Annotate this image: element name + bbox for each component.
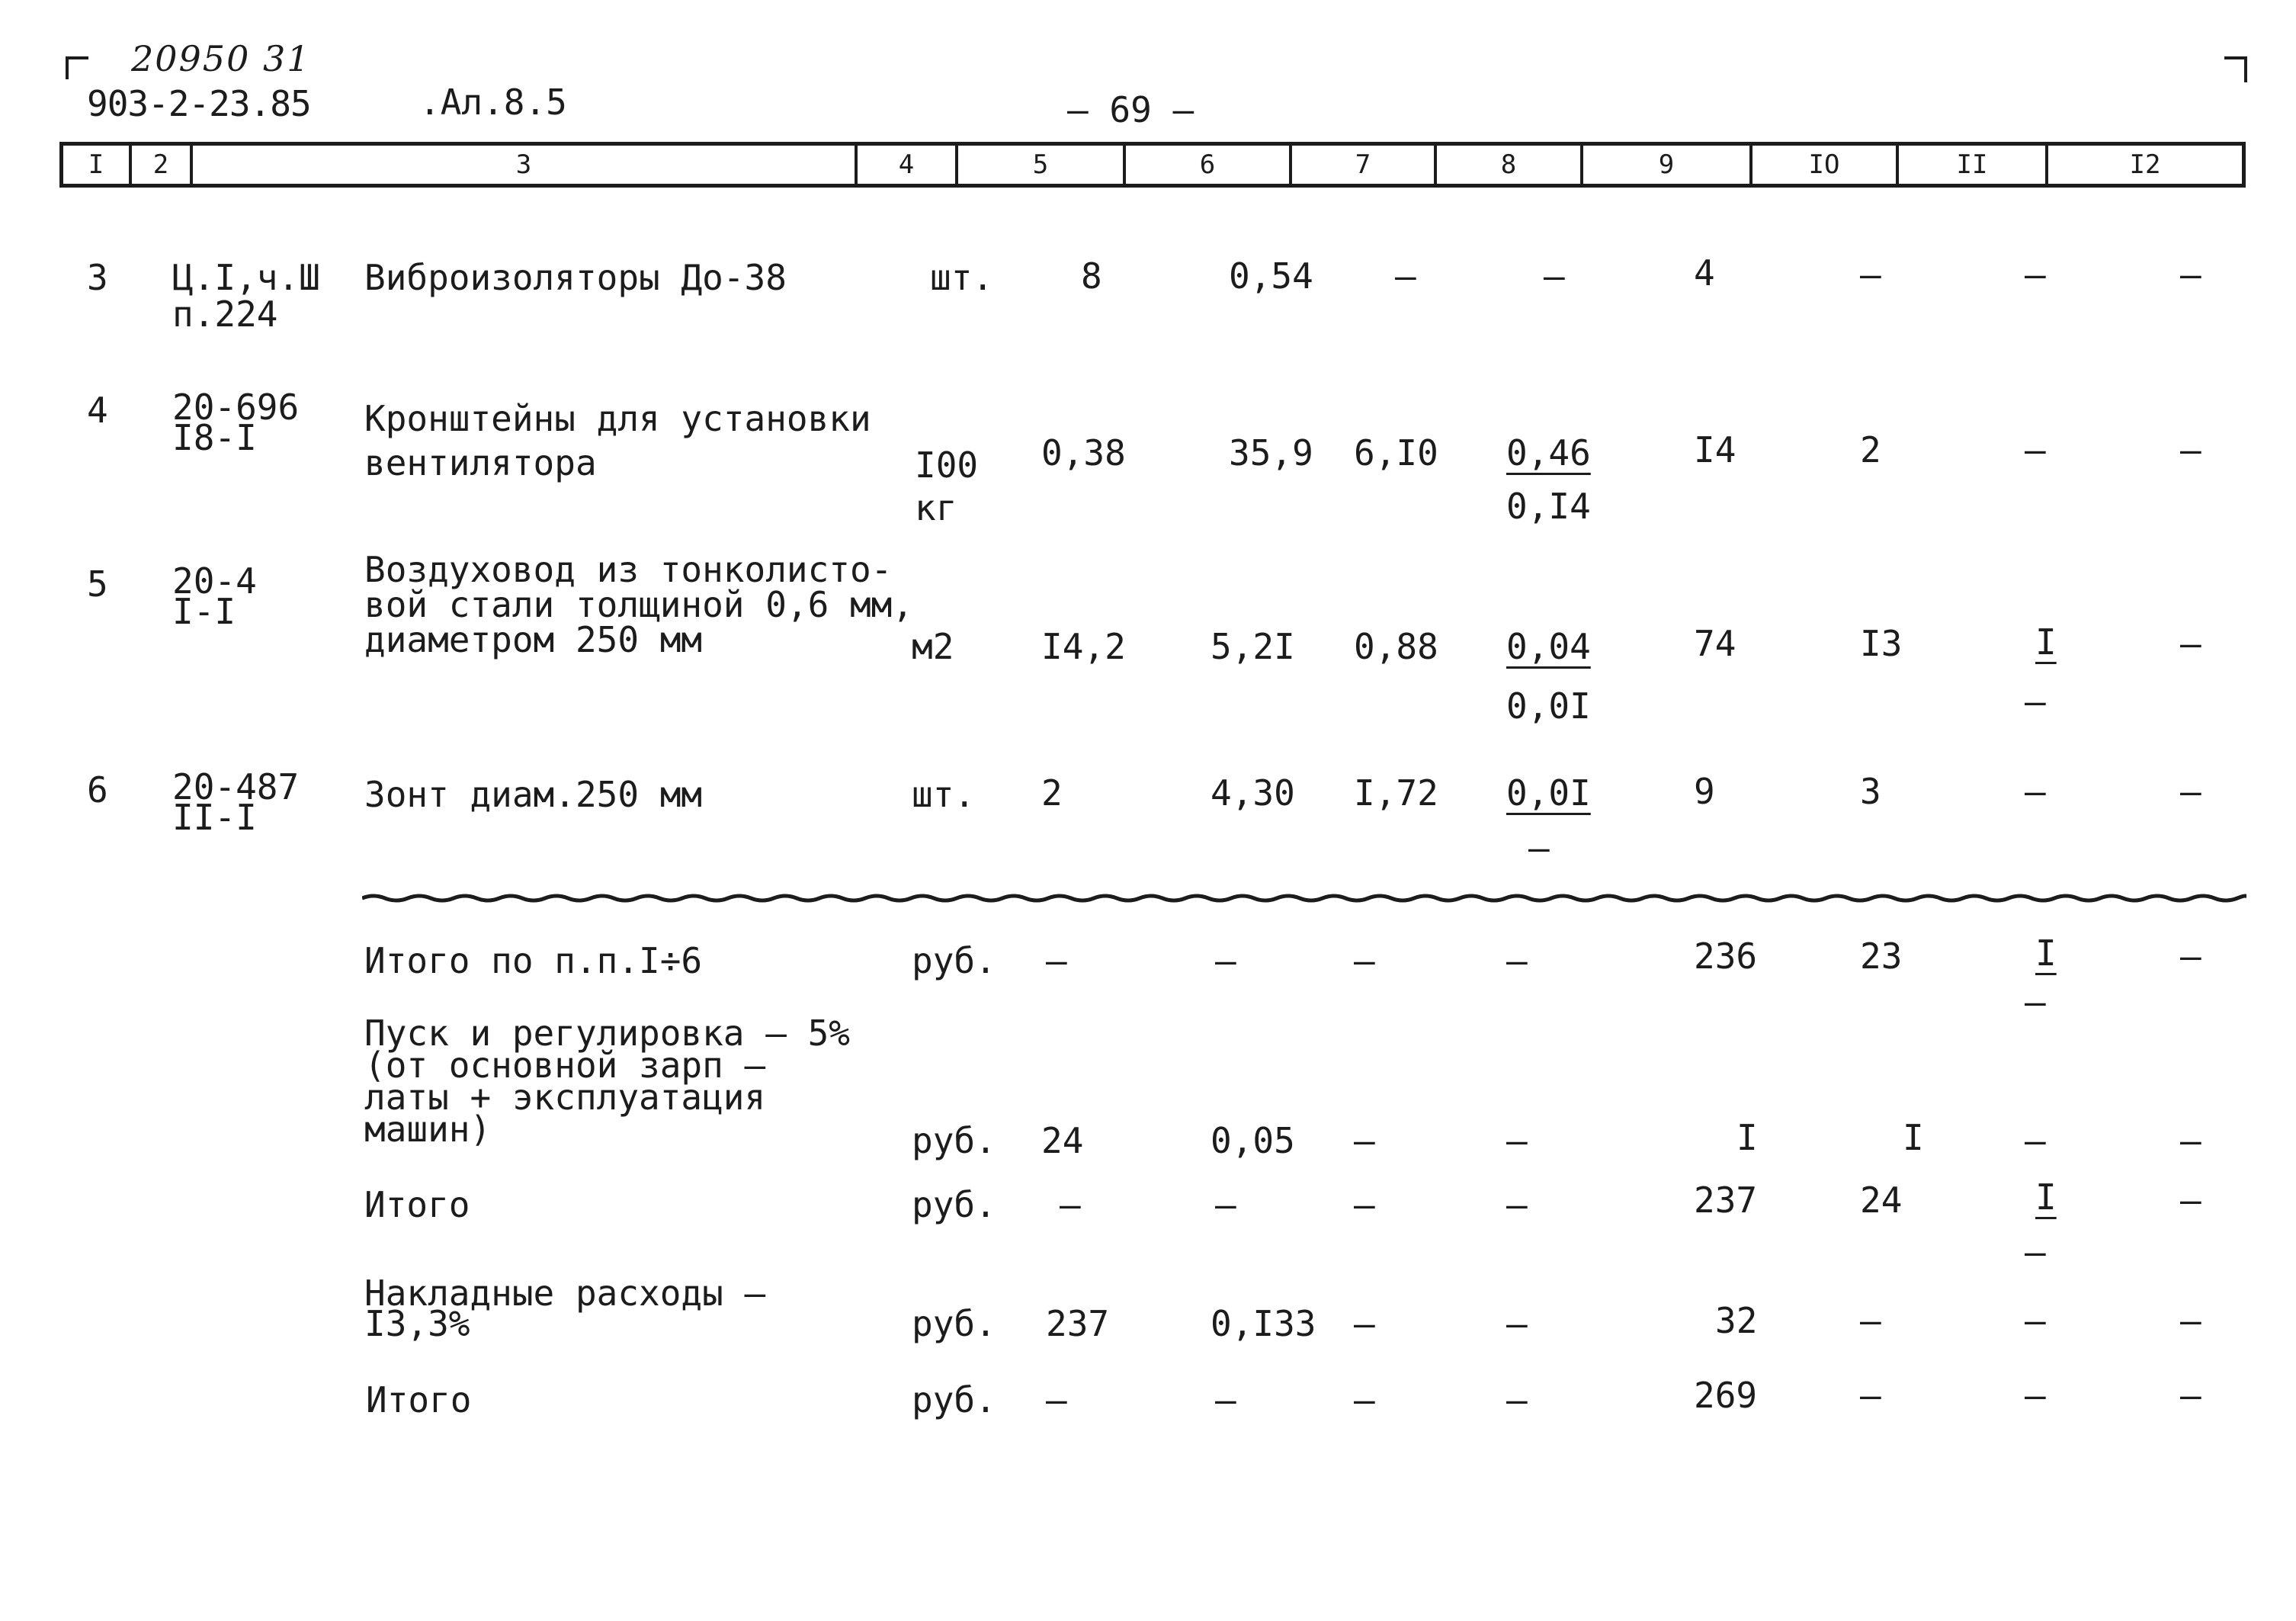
col11-value-bottom: – <box>2025 681 2046 722</box>
col11-value-top: I <box>2035 1176 2057 1218</box>
col5-value: – <box>1046 940 1067 981</box>
col12-value: – <box>2180 771 2201 812</box>
column-number: I <box>88 149 104 180</box>
col9-value: I4 <box>1694 429 1736 470</box>
col10-value: 24 <box>1860 1180 1903 1221</box>
col6-value: – <box>1215 940 1236 981</box>
col9-value: 237 <box>1694 1180 1758 1221</box>
col7-value: I,72 <box>1354 772 1438 814</box>
col7-value: – <box>1354 1303 1375 1344</box>
col12-value: – <box>2180 1120 2201 1161</box>
col6-value: 0,54 <box>1229 255 1313 297</box>
col8-value-bottom: – <box>1528 827 1550 868</box>
col11-value: – <box>2025 254 2046 295</box>
summary-label: Накладные расходы – I3,3% <box>364 1273 766 1344</box>
col7-value: – <box>1395 255 1416 297</box>
work-name: Виброизоляторы До-38 <box>364 257 787 298</box>
col8-value-top: 0,46 <box>1506 432 1591 473</box>
col6-value: 0,05 <box>1211 1120 1295 1161</box>
col10-value: – <box>1860 254 1881 295</box>
col7-value: – <box>1354 1120 1375 1161</box>
norm-code: Ц.I,ч.Ш п.224 <box>172 257 320 335</box>
col6-value: 4,30 <box>1211 772 1295 814</box>
col12-value: – <box>2180 1300 2201 1341</box>
col9-value: 9 <box>1694 771 1715 812</box>
col5-value: – <box>1060 1184 1081 1225</box>
norm-code: 20-487 II-I <box>172 766 300 838</box>
quantity: I4,2 <box>1041 626 1126 667</box>
column-number: I2 <box>2045 146 2242 184</box>
col8-value-top: 0,0I <box>1506 772 1591 814</box>
col7-value: 6,I0 <box>1354 432 1438 473</box>
summary-label: Итого <box>366 1379 472 1420</box>
col8-value: – <box>1506 1303 1528 1344</box>
col11-value-top: I <box>2035 621 2057 663</box>
unit: руб. <box>912 1184 996 1225</box>
col8-value: – <box>1506 1120 1528 1161</box>
col10-value: I <box>1903 1117 1924 1158</box>
row-number: 5 <box>87 563 108 605</box>
col10-value: – <box>1860 1375 1881 1416</box>
col9-value: 32 <box>1715 1300 1758 1341</box>
column-number: 7 <box>1289 146 1434 184</box>
column-number: 2 <box>129 146 190 184</box>
col12-value: – <box>2180 936 2201 977</box>
col9-value: 4 <box>1694 252 1715 294</box>
col5-value: 237 <box>1046 1303 1110 1344</box>
col10-value: I3 <box>1860 623 1903 664</box>
col11-value-bottom: – <box>2025 981 2046 1022</box>
col10-value: – <box>1860 1300 1881 1341</box>
corner-mark-top-left <box>66 56 88 79</box>
sheet-code: .Ал.8.5 <box>419 82 567 123</box>
corner-mark-top-right <box>2224 56 2247 82</box>
page-number: — 69 — <box>1067 89 1194 130</box>
col10-value: 3 <box>1860 771 1881 812</box>
col6-value: – <box>1215 1184 1236 1225</box>
row-number: 6 <box>87 769 108 810</box>
unit: руб. <box>912 1379 996 1420</box>
col11-value: – <box>2025 1300 2046 1341</box>
col11-value-bottom: – <box>2025 1231 2046 1273</box>
unit: руб. <box>912 1303 996 1344</box>
col7-value: – <box>1354 1184 1375 1225</box>
col12-value: – <box>2180 254 2201 295</box>
col8-value-top: 0,04 <box>1506 626 1591 667</box>
unit: руб. <box>912 1120 996 1161</box>
unit: шт. <box>930 257 994 298</box>
project-code: 903-2-23.85 <box>87 83 311 124</box>
col9-value: 74 <box>1694 623 1736 664</box>
column-number: 3 <box>190 146 855 184</box>
column-number: 4 <box>855 146 955 184</box>
col5-value: 24 <box>1041 1120 1084 1161</box>
col10-value: 2 <box>1860 429 1881 470</box>
quantity: 8 <box>1081 255 1102 297</box>
summary-label: Пуск и регулировка – 5% (от основной зарп – латы + эксплуатация машин) <box>364 1013 850 1150</box>
col6-value: 0,I33 <box>1211 1303 1316 1344</box>
column-number: II <box>1896 146 2045 184</box>
col12-value: – <box>2180 1180 2201 1221</box>
col8-value: – <box>1506 940 1528 981</box>
col8-value: – <box>1544 255 1565 297</box>
quantity: 0,38 <box>1041 432 1126 473</box>
col11-value: – <box>2025 771 2046 812</box>
col9-value: I <box>1736 1117 1758 1158</box>
unit: руб. <box>912 940 996 981</box>
col11-value-top: I <box>2035 932 2057 974</box>
col8-value-bottom: 0,I4 <box>1506 486 1591 527</box>
col8-value: – <box>1506 1184 1528 1225</box>
row-number: 4 <box>87 390 108 431</box>
unit: I00 кг <box>915 445 979 528</box>
col6-value: 35,9 <box>1229 432 1313 473</box>
unit: м2 <box>912 626 954 667</box>
col12-value: – <box>2180 429 2201 470</box>
column-number: IO <box>1749 146 1896 184</box>
col11-value: – <box>2025 429 2046 470</box>
work-name: Воздуховод из тонколисто- вой стали толщиной 0,6 мм, диаметром 250 мм <box>364 549 914 660</box>
column-number: 5 <box>955 146 1123 184</box>
quantity: 2 <box>1041 772 1063 814</box>
norm-code: 20-696 I8-I <box>172 387 300 458</box>
col6-value: 5,2I <box>1211 626 1295 667</box>
col11-value: – <box>2025 1375 2046 1416</box>
column-number: 8 <box>1434 146 1580 184</box>
wavy-separator-line <box>362 893 2246 904</box>
col5-value: – <box>1046 1379 1067 1420</box>
norm-code: 20-4 I-I <box>172 560 257 632</box>
row-number: 3 <box>87 257 108 298</box>
col9-value: 236 <box>1694 936 1758 977</box>
col8-value: – <box>1506 1379 1528 1420</box>
work-name: Зонт диам.250 мм <box>364 774 703 815</box>
column-number: 6 <box>1123 146 1289 184</box>
summary-label: Итого по п.п.I÷6 <box>364 940 703 981</box>
col7-value: 0,88 <box>1354 626 1438 667</box>
col12-value: – <box>2180 1375 2201 1416</box>
unit: шт. <box>912 774 976 815</box>
col8-value-bottom: 0,0I <box>1506 685 1591 727</box>
summary-label: Итого <box>364 1184 470 1225</box>
col12-value: – <box>2180 623 2201 664</box>
col7-value: – <box>1354 940 1375 981</box>
col11-value: – <box>2025 1120 2046 1161</box>
col10-value: 23 <box>1860 936 1903 977</box>
work-name: Кронштейны для установки вентилятора <box>364 398 871 483</box>
col7-value: – <box>1354 1379 1375 1420</box>
col6-value: – <box>1215 1379 1236 1420</box>
column-number-header <box>59 142 2246 188</box>
archive-stamp: 20950 31 <box>131 38 311 79</box>
col9-value: 269 <box>1694 1375 1758 1416</box>
column-number: 9 <box>1580 146 1749 184</box>
